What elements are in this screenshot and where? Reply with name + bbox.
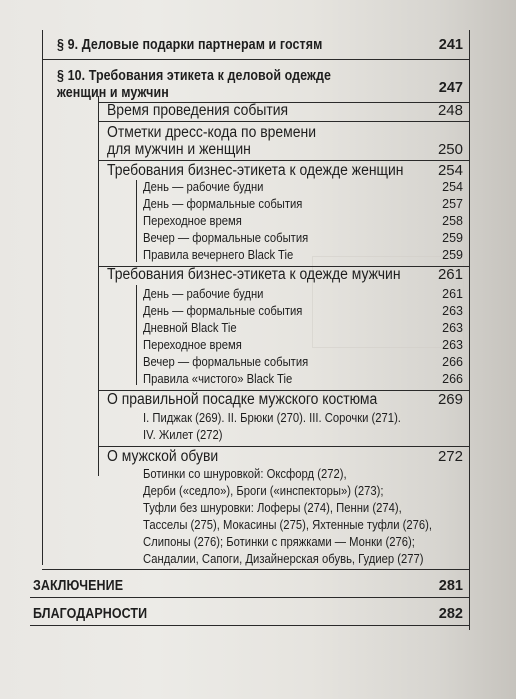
section-rule	[30, 625, 470, 626]
list-item-page: 258	[442, 214, 463, 228]
subsection-detail-text: Слипоны (276); Ботинки с пряжками — Монки (276);	[143, 535, 415, 549]
end-section-page: 281	[438, 578, 463, 594]
list-item-page: 257	[442, 197, 463, 211]
end-section-page: 282	[438, 606, 463, 622]
section-rule	[30, 597, 470, 598]
list-item-page: 263	[442, 321, 463, 335]
list-item: Вечер — формальные события	[143, 231, 309, 245]
list-item: День — рабочие будни	[143, 180, 264, 194]
subsection-title: Время проведения события	[107, 102, 289, 119]
subsection-detail-text: Туфли без шнуровки: Лоферы (274), Пенни (274),	[143, 501, 402, 515]
list-item-page: 266	[442, 355, 463, 369]
items-vertical-rule	[136, 285, 137, 385]
section-rule	[42, 59, 470, 60]
list-item: Вечер — формальные события	[143, 355, 309, 369]
section-title: § 10. Требования этикета к деловой одежде	[57, 68, 331, 84]
toc-right-vertical-rule	[469, 30, 470, 630]
subsection-rule	[98, 121, 470, 122]
end-section-title: ЗАКЛЮЧЕНИЕ	[33, 578, 124, 594]
subsection-detail-text: Тасселы (275), Мокасины (275), Яхтенные туфли (276),	[143, 518, 433, 532]
subsection-title: О мужской обуви	[107, 448, 219, 465]
subsection-title: Отметки дресс-кода по времени	[107, 124, 316, 141]
subsection-detail-text: I. Пиджак (269). II. Брюки (270). III. Сорочки (271).	[143, 411, 401, 425]
list-item: Переходное время	[143, 338, 242, 352]
subsection-detail-text: Ботинки со шнуровкой: Оксфорд (272),	[143, 467, 347, 481]
toc-outer-vertical-rule	[42, 30, 43, 565]
subsection-page: 261	[437, 266, 463, 283]
section-page: 241	[438, 37, 463, 53]
subsection-title: Требования бизнес-этикета к одежде мужчин	[107, 266, 401, 283]
section-rule	[42, 569, 470, 570]
toc-inner-vertical-rule	[98, 96, 99, 476]
list-item-page: 261	[442, 287, 463, 301]
subsection-title-continued: для мужчин и женщин	[107, 141, 251, 158]
list-item: День — формальные события	[143, 197, 303, 211]
subsection-page: 269	[437, 391, 463, 408]
list-item: День — рабочие будни	[143, 287, 264, 301]
list-item: Правила вечернего Black Tie	[143, 248, 294, 262]
section-title: § 9. Деловые подарки партнерам и гостям	[57, 37, 323, 53]
subsection-detail-text: IV. Жилет (272)	[143, 428, 223, 442]
list-item-page: 259	[442, 231, 463, 245]
section-title-continued: женщин и мужчин	[57, 85, 169, 101]
subsection-rule	[98, 160, 470, 161]
section-page: 247	[438, 80, 463, 96]
list-item-page: 263	[442, 304, 463, 318]
list-item: День — формальные события	[143, 304, 303, 318]
subsection-page: 248	[437, 102, 463, 119]
subsection-detail-text: Сандалии, Сапоги, Дизайнерская обувь, Гудиер (277)	[143, 552, 424, 566]
subsection-page: 254	[437, 162, 463, 179]
end-section-title: БЛАГОДАРНОСТИ	[33, 606, 148, 622]
list-item: Дневной Black Tie	[143, 321, 237, 335]
list-item: Правила «чистого» Black Tie	[143, 372, 293, 386]
subsection-page: 250	[437, 141, 463, 158]
items-vertical-rule	[136, 180, 137, 262]
list-item-page: 259	[442, 248, 463, 262]
subsection-detail-text: Дерби («седло»), Броги («инспекторы») (273);	[143, 484, 384, 498]
list-item-page: 254	[442, 180, 463, 194]
list-item: Переходное время	[143, 214, 242, 228]
list-item-page: 263	[442, 338, 463, 352]
subsection-rule	[98, 446, 470, 447]
subsection-page: 272	[437, 448, 463, 465]
subsection-title: Требования бизнес-этикета к одежде женщин	[107, 162, 404, 179]
subsection-title: О правильной посадке мужского костюма	[107, 391, 378, 408]
list-item-page: 266	[442, 372, 463, 386]
